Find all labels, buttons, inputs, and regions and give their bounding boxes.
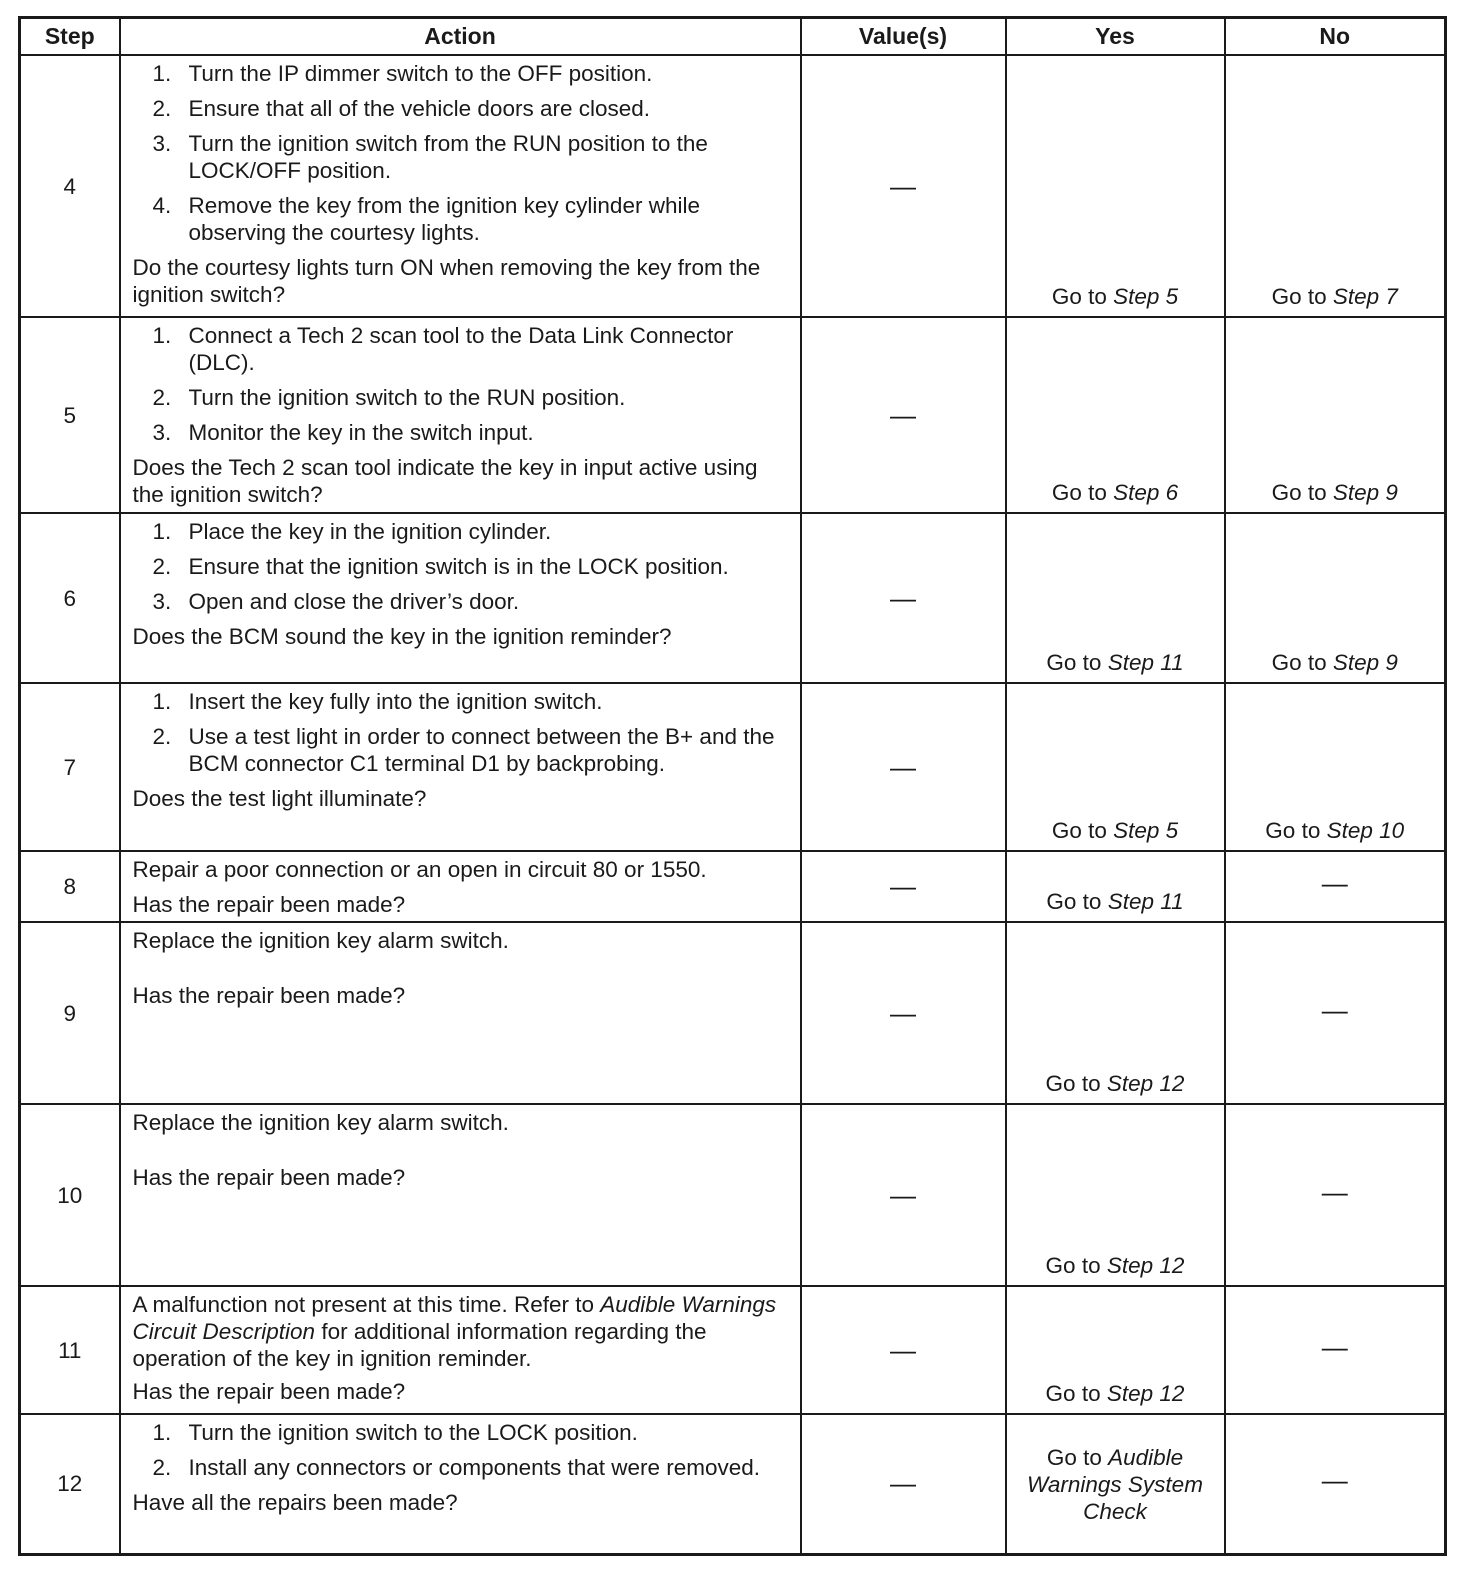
action-list (133, 60, 788, 246)
action-cell (120, 1286, 801, 1414)
no-cell: — (1225, 851, 1446, 922)
action-text: Replace the ignition key alarm switch. (132, 928, 509, 953)
action-cell (120, 922, 801, 1104)
question-text: Has the repair been made? (132, 1165, 406, 1190)
col-header-yes: Yes (1006, 18, 1225, 56)
yes-cell: Go to Step 6 (1006, 317, 1225, 513)
table-row (20, 55, 1446, 317)
question-text: Does the BCM sound the key in the ignition reminder? (132, 624, 672, 649)
yes-cell: Go to Step 12 (1006, 1286, 1225, 1414)
list-item: 1. Place the key in the ignition cylinder. (152, 519, 552, 544)
col-header-action: Action (120, 18, 801, 56)
table-row (20, 1286, 1446, 1414)
list-item: 1. Connect a Tech 2 scan tool to the Data Link Connector (DLC). (152, 323, 734, 375)
action-cell (120, 1104, 801, 1286)
question-text: Does the test light illuminate? (132, 786, 427, 811)
list-item: 2. Ensure that the ignition switch is in the LOCK position. (152, 554, 729, 579)
list-item: 2. Use a test light in order to connect between the B+ and the BCM connector C1 terminal D1 by backprobing. (152, 724, 775, 776)
list-item: 2. Install any connectors or components that were removed. (152, 1455, 761, 1480)
yes-cell: Go to Audible Warnings System Check (1006, 1414, 1225, 1554)
action-cell (120, 513, 801, 683)
value-cell: — (801, 317, 1006, 513)
value-cell: — (801, 1104, 1006, 1286)
no-cell: Go to Step 9 (1225, 513, 1446, 683)
question-text: Does the Tech 2 scan tool indicate the key in input active using the ignition switch? (132, 455, 758, 507)
value-cell: — (801, 683, 1006, 851)
value-cell: — (801, 55, 1006, 317)
action-list (133, 1419, 788, 1481)
action-cell (120, 851, 801, 922)
col-header-values: Value(s) (801, 18, 1006, 56)
no-cell: — (1225, 1104, 1446, 1286)
action-cell (120, 1414, 801, 1554)
list-item: 1. Turn the IP dimmer switch to the OFF position. (152, 61, 653, 86)
reference-link[interactable]: Audible Warnings System Check (1027, 1445, 1203, 1525)
no-cell: Go to Step 9 (1225, 317, 1446, 513)
action-list (133, 518, 788, 615)
value-cell: — (801, 1414, 1006, 1554)
yes-cell: Go to Step 11 (1006, 513, 1225, 683)
yes-cell: Go to Step 12 (1006, 922, 1225, 1104)
question-text: Has the repair been made? (132, 1379, 406, 1404)
table-row (20, 317, 1446, 513)
action-text: Repair a poor connection or an open in circuit 80 or 1550. (132, 857, 707, 882)
diagnostic-table (18, 16, 1447, 1556)
step-number: 11 (20, 1286, 120, 1414)
header-row (20, 18, 1446, 56)
action-list (133, 688, 788, 777)
yes-cell: Go to Step 5 (1006, 683, 1225, 851)
action-text: Replace the ignition key alarm switch. (132, 1110, 509, 1135)
value-cell: — (801, 513, 1006, 683)
table-row (20, 513, 1446, 683)
action-cell (120, 317, 801, 513)
list-item: 3. Monitor the key in the switch input. (152, 420, 534, 445)
no-cell: — (1225, 1286, 1446, 1414)
table-row (20, 851, 1446, 922)
question-text: Has the repair been made? (132, 892, 406, 917)
yes-cell: Go to Step 12 (1006, 1104, 1225, 1286)
no-cell: Go to Step 10 (1225, 683, 1446, 851)
value-cell: — (801, 1286, 1006, 1414)
step-number: 6 (20, 513, 120, 683)
no-cell: Go to Step 7 (1225, 55, 1446, 317)
table-row (20, 683, 1446, 851)
table-row (20, 1104, 1446, 1286)
question-text: Have all the repairs been made? (132, 1490, 458, 1515)
list-item: 3. Open and close the driver’s door. (152, 589, 520, 614)
action-cell (120, 683, 801, 851)
action-cell (120, 55, 801, 317)
step-number: 9 (20, 922, 120, 1104)
table-row (20, 922, 1446, 1104)
table-row (20, 1414, 1446, 1554)
question-text: Do the courtesy lights turn ON when removing the key from the ignition switch? (132, 255, 761, 307)
list-item: 3. Turn the ignition switch from the RUN position to the LOCK/OFF position. (152, 131, 708, 183)
step-number: 10 (20, 1104, 120, 1286)
step-number: 4 (20, 55, 120, 317)
value-cell: — (801, 851, 1006, 922)
yes-cell: Go to Step 11 (1006, 851, 1225, 922)
value-cell: — (801, 922, 1006, 1104)
question-text: Has the repair been made? (132, 983, 406, 1008)
list-item: 2. Turn the ignition switch to the RUN position. (152, 385, 626, 410)
action-list (133, 322, 788, 446)
col-header-no: No (1225, 18, 1446, 56)
step-number: 5 (20, 317, 120, 513)
no-cell: — (1225, 1414, 1446, 1554)
step-number: 8 (20, 851, 120, 922)
list-item: 4. Remove the key from the ignition key cylinder while observing the courtesy lights. (152, 193, 700, 245)
col-header-step: Step (20, 18, 120, 56)
no-cell: — (1225, 922, 1446, 1104)
reference-link[interactable]: Audible Warnings Circuit Description (132, 1292, 777, 1344)
yes-cell: Go to Step 5 (1006, 55, 1225, 317)
action-text: A malfunction not present at this time. Refer to Audible Warnings Circuit Description for additional information regarding the operation of the key in ignition reminder. (132, 1292, 777, 1371)
list-item: 1. Insert the key fully into the ignition switch. (152, 689, 603, 714)
list-item: 1. Turn the ignition switch to the LOCK position. (152, 1420, 638, 1445)
step-number: 12 (20, 1414, 120, 1554)
list-item: 2. Ensure that all of the vehicle doors are closed. (152, 96, 651, 121)
step-number: 7 (20, 683, 120, 851)
